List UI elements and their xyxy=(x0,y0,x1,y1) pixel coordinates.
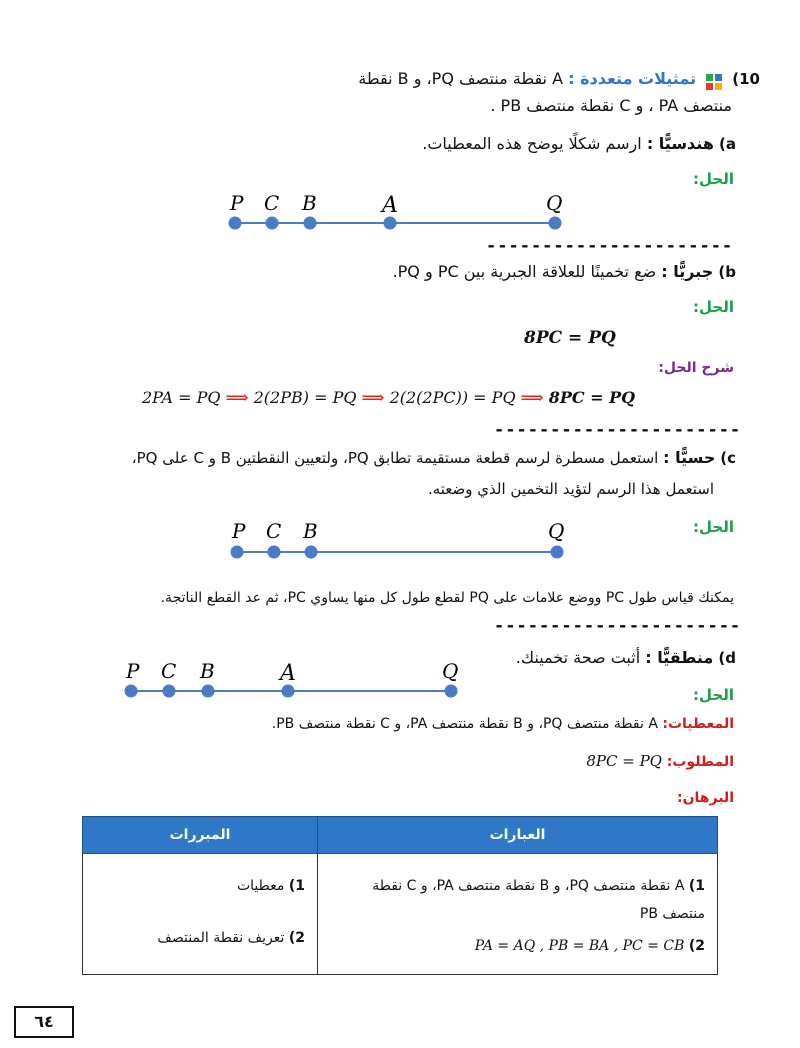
label-b-a: B xyxy=(302,191,317,215)
puzzle-icon xyxy=(705,71,723,89)
chain-arrow-3: ⟹ xyxy=(520,388,544,407)
point-b-a xyxy=(304,217,317,230)
part-b-keyword: جبريًّا : xyxy=(661,262,714,281)
part-b-chain xyxy=(142,388,662,407)
chain-arrow-2: ⟹ xyxy=(361,388,385,407)
point-b-d xyxy=(202,685,215,698)
point-q-d xyxy=(445,685,458,698)
point-a-a xyxy=(384,217,397,230)
point-p-d xyxy=(125,685,138,698)
label-p-c: P xyxy=(232,519,246,543)
point-b-c xyxy=(305,546,318,559)
statement-2: PA = AQ , PB = BA , PC = CB xyxy=(474,938,685,954)
part-c-explanation: يمكنك قياس طول PC ووضع علامات على PQ لقطع طول كل منها يساوي PC، ثم عد القطع الناتجة. xyxy=(160,590,734,606)
label-b-d: B xyxy=(200,659,215,683)
part-d-keyword: منطقيًّا : xyxy=(645,648,714,667)
part-b-text: ضع تخمينًا للعلاقة الجبرية بين PC و PQ. xyxy=(392,262,657,281)
divider-3: ---------------------- xyxy=(494,616,742,636)
part-c-letter: c) xyxy=(720,449,736,467)
given-label: المعطيات: xyxy=(662,716,734,732)
label-q-d: Q xyxy=(442,659,459,683)
reason-num-2: 2) xyxy=(288,930,305,946)
reasons-cell xyxy=(83,854,318,975)
part-d-question xyxy=(496,648,736,667)
given-line xyxy=(34,716,734,732)
required-text: 8PC = PQ xyxy=(586,752,662,770)
required-label: المطلوب: xyxy=(666,754,734,770)
part-a-keyword: هندسيًّا : xyxy=(646,134,714,153)
given-text: A نقطة منتصف PQ، و B نقطة منتصف PA، و C نقطة منتصف PB. xyxy=(271,716,658,732)
label-c-d: C xyxy=(161,659,177,683)
part-c-text-line2: استعمل هذا الرسم لتؤيد التخمين الذي وضعته. xyxy=(427,480,714,498)
label-a-d: A xyxy=(280,661,296,686)
label-q-c: Q xyxy=(548,519,565,543)
proof-table xyxy=(82,816,718,975)
label-c-c: C xyxy=(266,519,282,543)
point-c-a xyxy=(266,217,279,230)
part-b-solution-label: الحل: xyxy=(693,298,734,316)
divider-1: ---------------------- xyxy=(486,236,734,256)
problem-header xyxy=(60,64,760,94)
chain-step-3: 2(2(2PC)) = PQ xyxy=(389,388,516,407)
segment-diagram-d xyxy=(116,656,476,706)
part-b-answer: 8PC = PQ xyxy=(524,328,616,348)
segment-diagram-c xyxy=(222,516,582,566)
page-number: ٦٤ xyxy=(14,1006,74,1038)
problem-title: تمثيلات متعددة : xyxy=(568,69,697,88)
problem-statement-line1: A نقطة منتصف PQ، و B نقطة xyxy=(358,69,564,88)
proof-label: البرهان: xyxy=(677,790,734,806)
chain-arrow-1: ⟹ xyxy=(225,388,249,407)
reason-2: تعريف نقطة المنتصف xyxy=(157,930,285,946)
label-a-a: A xyxy=(382,193,398,218)
point-q-a xyxy=(549,217,562,230)
label-p-d: P xyxy=(126,659,140,683)
proof-table-wrapper xyxy=(82,816,718,975)
label-b-c: B xyxy=(303,519,318,543)
divider-2: ---------------------- xyxy=(494,420,742,440)
point-c-c xyxy=(268,546,281,559)
statements-cell xyxy=(318,854,718,975)
point-p-c xyxy=(231,546,244,559)
statement-num-1: 1) xyxy=(688,878,705,894)
label-p-a: P xyxy=(230,191,244,215)
label-q-a: Q xyxy=(546,191,563,215)
part-b-letter: b) xyxy=(718,263,736,281)
header-statements: العبارات xyxy=(318,817,718,854)
part-a-letter: a) xyxy=(719,135,736,153)
statement-1: A نقطة منتصف PQ، و B نقطة منتصف PA، و C نقطة منتصف PB xyxy=(372,878,705,922)
problem-number: 10) xyxy=(732,70,760,88)
chain-step-1: 2PA = PQ xyxy=(142,388,221,407)
point-q-c xyxy=(551,546,564,559)
point-a-d xyxy=(282,685,295,698)
table-row xyxy=(83,854,718,975)
reason-1: معطيات xyxy=(236,878,285,894)
part-c-keyword: حسيًّا : xyxy=(663,448,716,467)
part-c-question xyxy=(46,448,736,467)
chain-step-4: 8PC = PQ xyxy=(548,388,636,407)
label-c-a: C xyxy=(264,191,280,215)
statement-num-2: 2) xyxy=(688,938,705,954)
part-a-question xyxy=(76,134,736,153)
part-a-text: ارسم شكلًا يوضح هذه المعطيات. xyxy=(422,134,642,153)
part-c-text-line1: استعمل مسطرة لرسم قطعة مستقيمة تطابق PQ، ولتعيين النقطتين B و C على PQ، xyxy=(131,449,659,467)
problem-statement-line2: منتصف PA ، و C نقطة منتصف PB . xyxy=(490,96,732,115)
point-c-d xyxy=(163,685,176,698)
segment-diagram-a xyxy=(220,188,580,238)
part-d-solution-label: الحل: xyxy=(693,686,734,704)
part-b-question xyxy=(76,262,736,281)
header-reasons: المبررات xyxy=(83,817,318,854)
part-d-letter: d) xyxy=(718,649,736,667)
reason-num-1: 1) xyxy=(288,878,305,894)
chain-step-2: 2(2PB) = PQ xyxy=(253,388,357,407)
part-b-explanation-label: شرح الحل: xyxy=(658,360,734,376)
point-p-a xyxy=(229,217,242,230)
part-c-solution-label: الحل: xyxy=(693,518,734,536)
required-line xyxy=(434,752,734,770)
part-a-solution-label: الحل: xyxy=(693,170,734,188)
part-d-text: أثبت صحة تخمينك. xyxy=(515,648,641,667)
